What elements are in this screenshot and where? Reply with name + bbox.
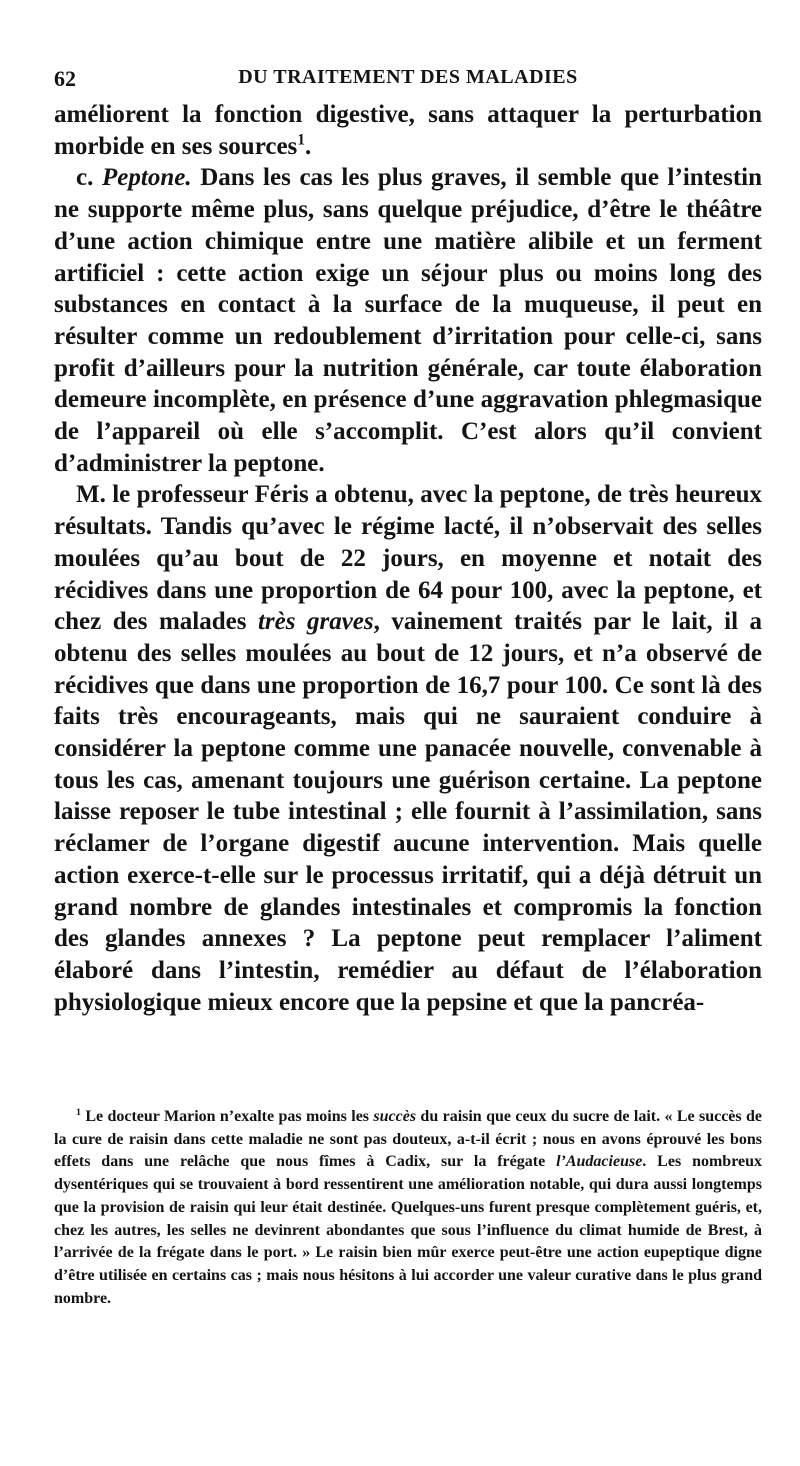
footnotes	[54, 1106, 762, 1310]
paragraph-3-text-b: , vainement traités par le lait, il a obtenu des selles moulées au bout de 12 jours, et n’a observé de récidives que dans une proportion de 16,7 pour 100. Ce sont là des faits très encourageants, mais qui ne sauraient conduire à considérer la peptone comme une panacée nouvelle, convenable à tous les cas, amenant toujours une guérison certaine. La peptone laisse reposer le tube intestinal ; elle fournit à l’assimilation, sans réclamer de l’organe digestif aucune intervention. Mais quelle action exerce-t-elle sur le processus irritatif, qui a déjà détruit un grand nombre de glandes intestinales et compromis la fonction des glandes annexes ? La peptone peut remplacer l’aliment élaboré dans l’intestin, remédier au défaut de l’élaboration physiologique mieux encore que la pepsine et que la pancréa-	[54, 608, 763, 1016]
footnote-emphasis-2: l’Audacieuse	[556, 1153, 643, 1171]
section-label: c.	[76, 164, 94, 192]
footnote-text-c: . Les nombreux dysentériques qui se trouvaient à bord ressentirent une amélioration notable, qui dura aussi longtemps que la provision de raisin qui leur était destinée. Quelques-uns furent presque complètement guéris, et, chez les autres, les selles ne devinrent abondantes que sous l’influence du climat humide de Brest, à l’arrivée de la frégate dans le port. » Le raisin bien mûr exerce peut-être une action eupeptique digne d’être utilisée en certains cas ; mais nous hésitons à lui accorder une valeur curative dans le plus grand nombre.	[54, 1153, 763, 1307]
paragraph-2	[54, 162, 762, 479]
footnote-emphasis-1: succès	[373, 1108, 417, 1125]
footnote-text-b: du raisin que ceux du sucre de lait. « Le succès de la cure de raisin dans cette maladie ne sont pas douteux, a-t-il écrit ; nous en avons éprouvé les bons effets dans une relâche que nous fîmes à Cadix, sur la frégate	[54, 1108, 763, 1171]
page-number: 62	[54, 66, 76, 91]
page-header	[54, 66, 762, 100]
paragraph-3	[54, 479, 762, 1018]
section-term: Peptone.	[102, 164, 192, 192]
footnote-marker: 1	[76, 1107, 81, 1119]
running-title: DU TRAITEMENT DES MALADIES	[238, 66, 578, 88]
paragraph-1-tail: .	[305, 132, 312, 160]
footnote-reference: 1	[297, 131, 306, 149]
paragraph-2-text: Dans les cas les plus graves, il semble que l’intestin ne supporte même plus, sans quelque préjudice, d’être le théâtre d’une action chimique entre une matière alibile et un ferment artificiel : cette action exige un séjour plus ou moins long des substances en contact à la surface de la muqueuse, il peut en résulter comme un redoublement d’irritation pour celle-ci, sans profit d’ailleurs pour la nutrition générale, car toute élaboration demeure incomplète, en présence d’une aggravation phlegmasique de l’appareil où elle s’accomplit. C’est alors qu’il convient d’administrer la peptone.	[54, 164, 763, 477]
footnote-1	[54, 1106, 762, 1310]
paragraph-1-text: améliorent la fonction digestive, sans attaquer la perturbation morbide en ses sources	[54, 101, 762, 160]
paragraph-3-emphasis: très graves	[257, 608, 374, 636]
main-text	[54, 99, 762, 1018]
paragraph-1	[54, 99, 762, 162]
footnote-text-a: Le docteur Marion n’exalte pas moins les	[85, 1108, 370, 1125]
paragraph-3-text-a: M. le professeur Féris a obtenu, avec la peptone, de très heureux résultats. Tandis qu’avec le régime lacté, il n’observait des selles moulées qu’au bout de 22 jours, en moyenne et notait des récidives dans une proportion de 64 pour 100, avec la peptone, et chez des malades	[54, 481, 762, 636]
